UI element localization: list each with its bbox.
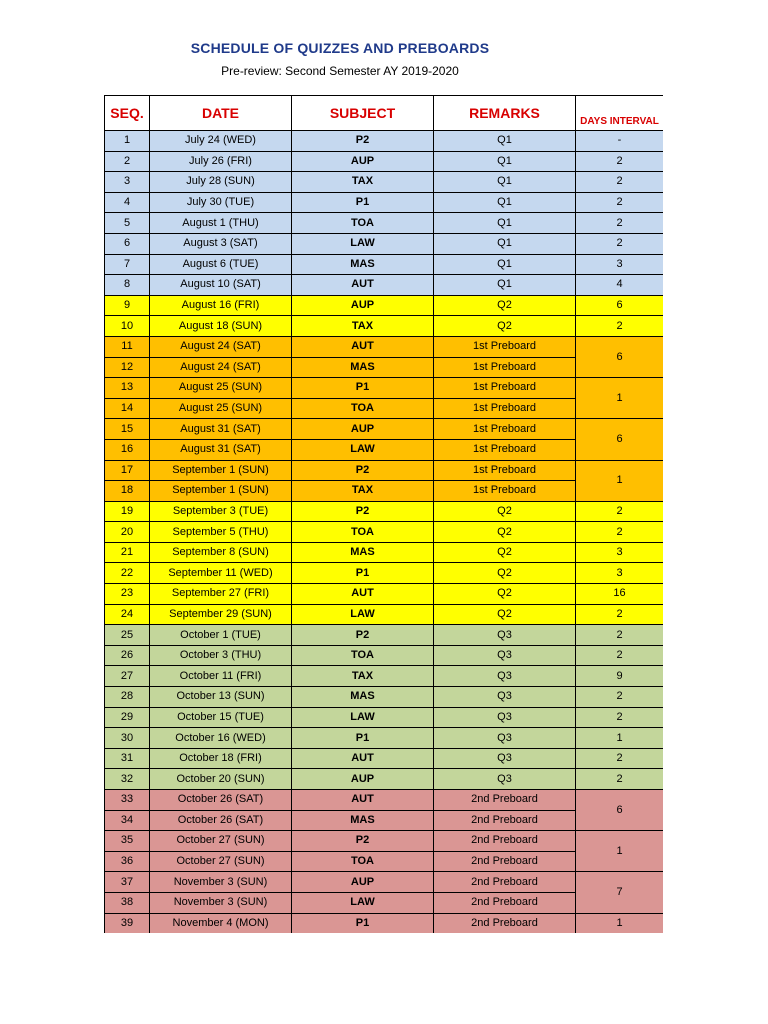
seq-cell: 18 xyxy=(105,481,150,502)
table-row xyxy=(105,707,664,728)
remarks-cell: Q1 xyxy=(434,275,576,296)
remarks-cell: Q2 xyxy=(434,501,576,522)
remarks-cell: Q3 xyxy=(434,666,576,687)
date-cell: October 3 (THU) xyxy=(150,645,292,666)
days-interval-cell: 1 xyxy=(576,728,664,749)
remarks-cell: 2nd Preboard xyxy=(434,913,576,933)
table-row xyxy=(105,748,664,769)
remarks-cell: Q3 xyxy=(434,707,576,728)
subject-cell: TOA xyxy=(292,851,434,872)
table-row xyxy=(105,254,664,275)
subject-cell: AUT xyxy=(292,336,434,357)
subject-cell: AUT xyxy=(292,275,434,296)
days-interval-cell: 1 xyxy=(576,378,664,419)
remarks-cell: Q3 xyxy=(434,687,576,708)
column-header-subject: SUBJECT xyxy=(292,96,434,131)
date-cell: October 1 (TUE) xyxy=(150,625,292,646)
table-row xyxy=(105,872,664,893)
date-cell: September 3 (TUE) xyxy=(150,501,292,522)
table-row xyxy=(105,522,664,543)
subject-cell: MAS xyxy=(292,357,434,378)
date-cell: October 18 (FRI) xyxy=(150,748,292,769)
schedule-sheet xyxy=(104,95,663,933)
subject-cell: TOA xyxy=(292,213,434,234)
table-row xyxy=(105,501,664,522)
date-cell: August 16 (FRI) xyxy=(150,295,292,316)
table-row xyxy=(105,419,664,440)
subject-cell: TAX xyxy=(292,481,434,502)
remarks-cell: 1st Preboard xyxy=(434,481,576,502)
date-cell: October 26 (SAT) xyxy=(150,810,292,831)
seq-cell: 15 xyxy=(105,419,150,440)
table-row xyxy=(105,542,664,563)
seq-cell: 22 xyxy=(105,563,150,584)
column-header-days-interval: DAYS INTERVAL xyxy=(576,96,664,131)
subject-cell: LAW xyxy=(292,707,434,728)
subject-cell: AUT xyxy=(292,584,434,605)
date-cell: August 3 (SAT) xyxy=(150,233,292,254)
days-interval-cell: 4 xyxy=(576,275,664,296)
date-cell: November 4 (MON) xyxy=(150,913,292,933)
days-interval-cell: 3 xyxy=(576,563,664,584)
remarks-cell: Q3 xyxy=(434,748,576,769)
remarks-cell: 1st Preboard xyxy=(434,357,576,378)
subject-cell: AUP xyxy=(292,769,434,790)
seq-cell: 39 xyxy=(105,913,150,933)
subject-cell: P2 xyxy=(292,501,434,522)
seq-cell: 36 xyxy=(105,851,150,872)
date-cell: August 31 (SAT) xyxy=(150,439,292,460)
table-row xyxy=(105,336,664,357)
table-row xyxy=(105,378,664,399)
seq-cell: 25 xyxy=(105,625,150,646)
days-interval-cell: 6 xyxy=(576,295,664,316)
remarks-cell: Q1 xyxy=(434,213,576,234)
seq-cell: 10 xyxy=(105,316,150,337)
subject-cell: TAX xyxy=(292,666,434,687)
remarks-cell: 1st Preboard xyxy=(434,336,576,357)
date-cell: August 25 (SUN) xyxy=(150,378,292,399)
days-interval-cell: 16 xyxy=(576,584,664,605)
days-interval-cell: 6 xyxy=(576,790,664,831)
subject-cell: AUT xyxy=(292,748,434,769)
remarks-cell: Q1 xyxy=(434,254,576,275)
seq-cell: 28 xyxy=(105,687,150,708)
subject-cell: TAX xyxy=(292,172,434,193)
days-interval-cell: 3 xyxy=(576,542,664,563)
remarks-cell: Q1 xyxy=(434,151,576,172)
table-row xyxy=(105,275,664,296)
days-interval-cell: 1 xyxy=(576,460,664,501)
header-row xyxy=(105,96,664,131)
schedule-table xyxy=(104,95,663,933)
table-row xyxy=(105,831,664,852)
remarks-cell: Q1 xyxy=(434,192,576,213)
date-cell: July 24 (WED) xyxy=(150,131,292,152)
days-interval-cell: 2 xyxy=(576,213,664,234)
table-row xyxy=(105,790,664,811)
days-interval-cell: 9 xyxy=(576,666,664,687)
subject-cell: AUP xyxy=(292,151,434,172)
table-row xyxy=(105,625,664,646)
seq-cell: 23 xyxy=(105,584,150,605)
subject-cell: TOA xyxy=(292,645,434,666)
remarks-cell: 2nd Preboard xyxy=(434,851,576,872)
subject-cell: LAW xyxy=(292,604,434,625)
seq-cell: 24 xyxy=(105,604,150,625)
table-row xyxy=(105,213,664,234)
days-interval-cell: 2 xyxy=(576,687,664,708)
date-cell: September 29 (SUN) xyxy=(150,604,292,625)
remarks-cell: Q2 xyxy=(434,295,576,316)
seq-cell: 6 xyxy=(105,233,150,254)
subject-cell: LAW xyxy=(292,892,434,913)
days-interval-cell: 2 xyxy=(576,172,664,193)
schedule-body xyxy=(105,131,664,934)
remarks-cell: 1st Preboard xyxy=(434,378,576,399)
days-interval-cell: 6 xyxy=(576,419,664,460)
date-cell: August 24 (SAT) xyxy=(150,336,292,357)
date-cell: August 1 (THU) xyxy=(150,213,292,234)
remarks-cell: Q2 xyxy=(434,542,576,563)
subject-cell: P2 xyxy=(292,625,434,646)
table-row xyxy=(105,233,664,254)
subject-cell: P2 xyxy=(292,131,434,152)
remarks-cell: Q1 xyxy=(434,172,576,193)
date-cell: August 25 (SUN) xyxy=(150,398,292,419)
days-interval-cell: 1 xyxy=(576,913,664,933)
table-row xyxy=(105,728,664,749)
remarks-cell: 1st Preboard xyxy=(434,419,576,440)
subject-cell: MAS xyxy=(292,254,434,275)
days-interval-cell: - xyxy=(576,131,664,152)
table-row xyxy=(105,563,664,584)
date-cell: July 26 (FRI) xyxy=(150,151,292,172)
remarks-cell: 2nd Preboard xyxy=(434,892,576,913)
date-cell: August 31 (SAT) xyxy=(150,419,292,440)
seq-cell: 12 xyxy=(105,357,150,378)
seq-cell: 20 xyxy=(105,522,150,543)
days-interval-cell: 2 xyxy=(576,707,664,728)
seq-cell: 14 xyxy=(105,398,150,419)
subject-cell: AUP xyxy=(292,872,434,893)
page-title: SCHEDULE OF QUIZZES AND PREBOARDS xyxy=(190,40,490,56)
table-row xyxy=(105,645,664,666)
seq-cell: 26 xyxy=(105,645,150,666)
table-row xyxy=(105,604,664,625)
date-cell: October 13 (SUN) xyxy=(150,687,292,708)
days-interval-cell: 3 xyxy=(576,254,664,275)
date-cell: September 8 (SUN) xyxy=(150,542,292,563)
remarks-cell: Q2 xyxy=(434,316,576,337)
column-header-seq: SEQ. xyxy=(105,96,150,131)
subject-cell: AUT xyxy=(292,790,434,811)
seq-cell: 21 xyxy=(105,542,150,563)
subject-cell: TOA xyxy=(292,398,434,419)
days-interval-cell: 7 xyxy=(576,872,664,913)
subject-cell: P2 xyxy=(292,460,434,481)
days-interval-cell: 2 xyxy=(576,151,664,172)
seq-cell: 19 xyxy=(105,501,150,522)
date-cell: August 24 (SAT) xyxy=(150,357,292,378)
table-row xyxy=(105,666,664,687)
days-interval-cell: 2 xyxy=(576,748,664,769)
table-row xyxy=(105,295,664,316)
days-interval-cell: 2 xyxy=(576,522,664,543)
days-interval-cell: 2 xyxy=(576,769,664,790)
table-row xyxy=(105,316,664,337)
date-cell: July 30 (TUE) xyxy=(150,192,292,213)
remarks-cell: Q2 xyxy=(434,522,576,543)
remarks-cell: Q1 xyxy=(434,131,576,152)
subject-cell: AUP xyxy=(292,295,434,316)
subject-cell: MAS xyxy=(292,687,434,708)
seq-cell: 3 xyxy=(105,172,150,193)
days-interval-cell: 2 xyxy=(576,192,664,213)
remarks-cell: Q2 xyxy=(434,584,576,605)
subject-cell: P1 xyxy=(292,563,434,584)
remarks-cell: Q1 xyxy=(434,233,576,254)
date-cell: October 26 (SAT) xyxy=(150,790,292,811)
seq-cell: 29 xyxy=(105,707,150,728)
seq-cell: 9 xyxy=(105,295,150,316)
table-row xyxy=(105,131,664,152)
date-cell: July 28 (SUN) xyxy=(150,172,292,193)
date-cell: October 27 (SUN) xyxy=(150,831,292,852)
subject-cell: MAS xyxy=(292,810,434,831)
remarks-cell: 1st Preboard xyxy=(434,439,576,460)
days-interval-cell: 2 xyxy=(576,625,664,646)
remarks-cell: 2nd Preboard xyxy=(434,810,576,831)
date-cell: October 27 (SUN) xyxy=(150,851,292,872)
date-cell: September 5 (THU) xyxy=(150,522,292,543)
remarks-cell: 2nd Preboard xyxy=(434,872,576,893)
subject-cell: TAX xyxy=(292,316,434,337)
subject-cell: AUP xyxy=(292,419,434,440)
seq-cell: 16 xyxy=(105,439,150,460)
column-header-date: DATE xyxy=(150,96,292,131)
seq-cell: 34 xyxy=(105,810,150,831)
seq-cell: 37 xyxy=(105,872,150,893)
table-row xyxy=(105,192,664,213)
table-row xyxy=(105,687,664,708)
days-interval-cell: 2 xyxy=(576,501,664,522)
table-row xyxy=(105,769,664,790)
table-row xyxy=(105,584,664,605)
date-cell: September 1 (SUN) xyxy=(150,481,292,502)
seq-cell: 7 xyxy=(105,254,150,275)
subject-cell: LAW xyxy=(292,233,434,254)
remarks-cell: Q3 xyxy=(434,769,576,790)
remarks-cell: Q3 xyxy=(434,645,576,666)
remarks-cell: 2nd Preboard xyxy=(434,790,576,811)
subject-cell: P1 xyxy=(292,913,434,933)
seq-cell: 33 xyxy=(105,790,150,811)
seq-cell: 11 xyxy=(105,336,150,357)
subject-cell: P1 xyxy=(292,378,434,399)
date-cell: October 15 (TUE) xyxy=(150,707,292,728)
days-interval-cell: 2 xyxy=(576,316,664,337)
days-interval-cell: 6 xyxy=(576,336,664,377)
subject-cell: TOA xyxy=(292,522,434,543)
date-cell: August 18 (SUN) xyxy=(150,316,292,337)
date-cell: November 3 (SUN) xyxy=(150,872,292,893)
seq-cell: 30 xyxy=(105,728,150,749)
subject-cell: MAS xyxy=(292,542,434,563)
table-row xyxy=(105,913,664,933)
remarks-cell: Q3 xyxy=(434,728,576,749)
column-header-remarks: REMARKS xyxy=(434,96,576,131)
date-cell: September 27 (FRI) xyxy=(150,584,292,605)
remarks-cell: Q2 xyxy=(434,604,576,625)
seq-cell: 1 xyxy=(105,131,150,152)
remarks-cell: Q2 xyxy=(434,563,576,584)
days-interval-cell: 1 xyxy=(576,831,664,872)
seq-cell: 31 xyxy=(105,748,150,769)
page-subtitle: Pre-review: Second Semester AY 2019-2020 xyxy=(221,64,459,78)
seq-cell: 13 xyxy=(105,378,150,399)
date-cell: October 11 (FRI) xyxy=(150,666,292,687)
subject-cell: P1 xyxy=(292,728,434,749)
seq-cell: 4 xyxy=(105,192,150,213)
remarks-cell: 2nd Preboard xyxy=(434,831,576,852)
seq-cell: 2 xyxy=(105,151,150,172)
date-cell: September 1 (SUN) xyxy=(150,460,292,481)
remarks-cell: 1st Preboard xyxy=(434,398,576,419)
subject-cell: P2 xyxy=(292,831,434,852)
subject-cell: P1 xyxy=(292,192,434,213)
days-interval-cell: 2 xyxy=(576,233,664,254)
seq-cell: 38 xyxy=(105,892,150,913)
subject-cell: LAW xyxy=(292,439,434,460)
seq-cell: 32 xyxy=(105,769,150,790)
days-interval-cell: 2 xyxy=(576,604,664,625)
date-cell: October 20 (SUN) xyxy=(150,769,292,790)
date-cell: August 10 (SAT) xyxy=(150,275,292,296)
table-row xyxy=(105,151,664,172)
seq-cell: 8 xyxy=(105,275,150,296)
date-cell: September 11 (WED) xyxy=(150,563,292,584)
remarks-cell: Q3 xyxy=(434,625,576,646)
seq-cell: 35 xyxy=(105,831,150,852)
seq-cell: 5 xyxy=(105,213,150,234)
seq-cell: 27 xyxy=(105,666,150,687)
table-row xyxy=(105,172,664,193)
date-cell: August 6 (TUE) xyxy=(150,254,292,275)
seq-cell: 17 xyxy=(105,460,150,481)
days-interval-cell: 2 xyxy=(576,645,664,666)
date-cell: November 3 (SUN) xyxy=(150,892,292,913)
remarks-cell: 1st Preboard xyxy=(434,460,576,481)
table-row xyxy=(105,460,664,481)
date-cell: October 16 (WED) xyxy=(150,728,292,749)
